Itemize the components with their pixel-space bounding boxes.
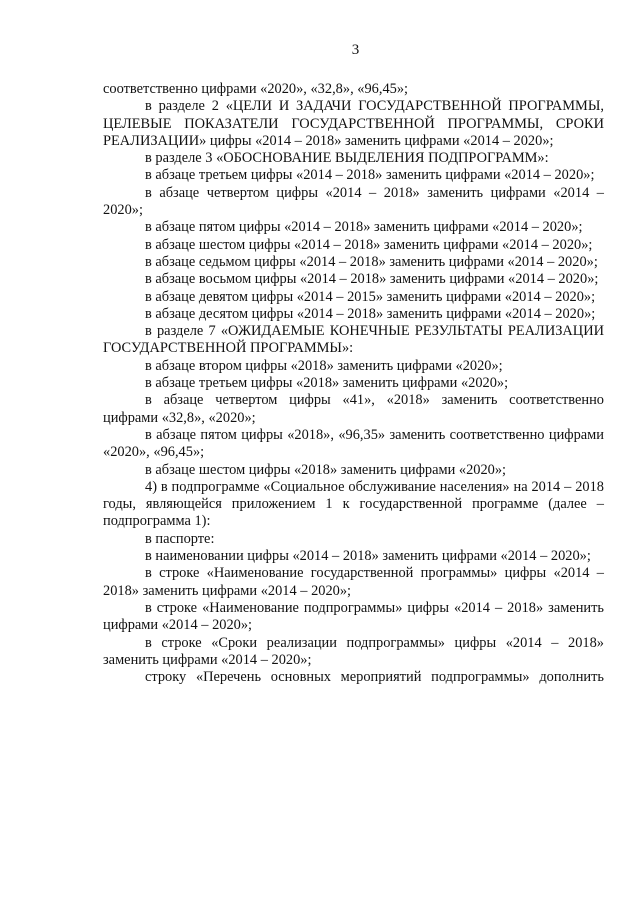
paragraph: в абзаце девятом цифры «2014 – 2015» заменить цифрами «2014 – 2020»;	[145, 288, 596, 305]
paragraph: в разделе 7 «ОЖИДАЕМЫЕ КОНЕЧНЫЕ РЕЗУЛЬТАТЫ РЕАЛИЗАЦИИ ГОСУДАРСТВЕННОЙ ПРОГРАММЫ»:	[103, 323, 604, 357]
paragraph: в абзаце третьем цифры «2014 – 2018» заменить цифрами «2014 – 2020»;	[145, 167, 595, 184]
paragraph: в абзаце втором цифры «2018» заменить цифрами «2020»;	[145, 357, 503, 374]
paragraph: строку «Перечень основных мероприятий подпрограммы» дополнить	[145, 669, 604, 686]
paragraph: в строке «Наименование подпрограммы» цифры «2014 – 2018» заменить цифрами «2014 – 2020»;	[103, 599, 604, 634]
paragraph: в разделе 2 «ЦЕЛИ И ЗАДАЧИ ГОСУДАРСТВЕННОЙ ПРОГРАММЫ, ЦЕЛЕВЫЕ ПОКАЗАТЕЛИ ГОСУДАРСТВЕННОЙ ПРОГРАММЫ, СРОКИ РЕАЛИЗАЦИИ» цифры «2014 – 2018» заменить цифрами «2014 – 2020»;	[103, 98, 604, 149]
paragraph: соответственно цифрами «2020», «32,8», «96,45»;	[103, 81, 409, 97]
paragraph: в абзаце четвертом цифры «2014 – 2018» заменить цифрами «2014 – 2020»;	[103, 184, 604, 219]
paragraph: 4) в подпрограмме «Социальное обслуживание населения» на 2014 – 2018 годы, являющейся приложением 1 к государственной программе (далее – подпрограмма 1):	[103, 478, 604, 530]
paragraph: в абзаце восьмом цифры «2014 – 2018» заменить цифрами «2014 – 2020»;	[145, 271, 599, 288]
paragraph: в абзаце четвертом цифры «41», «2018» заменить соответственно цифрами «32,8», «2020»;	[103, 392, 604, 426]
page-number: 3	[351, 42, 360, 58]
paragraph: в разделе 3 «ОБОСНОВАНИЕ ВЫДЕЛЕНИЯ ПОДПРОГРАММ»:	[145, 150, 549, 167]
paragraph: в абзаце третьем цифры «2018» заменить цифрами «2020»;	[145, 375, 509, 392]
paragraph: в абзаце десятом цифры «2014 – 2018» заменить цифрами «2014 – 2020»;	[145, 305, 596, 322]
paragraph: в абзаце пятом цифры «2018», «96,35» заменить соответственно цифрами «2020», «96,45»;	[103, 426, 604, 461]
paragraph: в абзаце шестом цифры «2018» заменить цифрами «2020»;	[145, 461, 507, 478]
document-body	[103, 81, 604, 686]
paragraph: в строке «Наименование государственной программы» цифры «2014 – 2018» заменить цифрами «2014 – 2020»;	[103, 565, 604, 599]
paragraph: в абзаце седьмом цифры «2014 – 2018» заменить цифрами «2014 – 2020»;	[145, 253, 598, 270]
paragraph: в наименовании цифры «2014 – 2018» заменить цифрами «2014 – 2020»;	[145, 548, 591, 565]
paragraph: в абзаце пятом цифры «2014 – 2018» заменить цифрами «2014 – 2020»;	[145, 219, 583, 236]
paragraph: в паспорте:	[145, 530, 215, 547]
paragraph: в абзаце шестом цифры «2014 – 2018» заменить цифрами «2014 – 2020»;	[145, 236, 593, 253]
paragraph: в строке «Сроки реализации подпрограммы» цифры «2014 – 2018» заменить цифрами «2014 – 2020»;	[103, 634, 604, 668]
